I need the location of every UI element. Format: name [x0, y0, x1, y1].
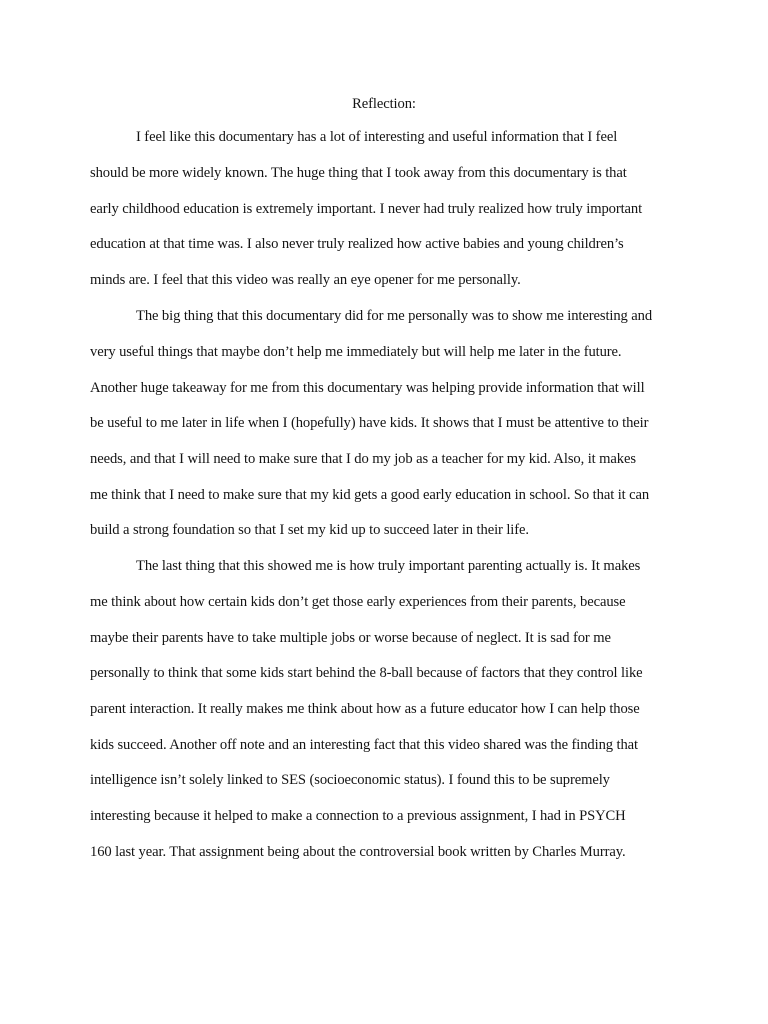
paragraph-1-line-3: early childhood education is extremely important. I never had truly realized how truly important	[90, 201, 643, 217]
document-title: Reflection:	[352, 96, 416, 112]
paragraph-2-line-5: needs, and that I will need to make sure that I do my job as a teacher for my kid. Also, it makes	[90, 451, 636, 467]
paragraph-3-line-6: kids succeed. Another off note and an interesting fact that this video shared was the finding that	[90, 737, 638, 753]
paragraph-3-line-4: personally to think that some kids start behind the 8-ball because of factors that they control like	[90, 665, 643, 681]
paragraph-3-line-5: parent interaction. It really makes me think about how as a future educator how I can help those	[90, 701, 640, 717]
paragraph-1-line-4: education at that time was. I also never truly realized how active babies and young children’s	[90, 236, 624, 252]
paragraph-1-line-5: minds are. I feel that this video was really an eye opener for me personally.	[90, 272, 521, 288]
paragraph-2-line-1: The big thing that this documentary did for me personally was to show me interesting and	[136, 308, 653, 324]
paragraph-3-line-9: 160 last year. That assignment being about the controversial book written by Charles Murray.	[90, 844, 626, 860]
paragraph-1-line-2: should be more widely known. The huge thing that I took away from this documentary is that	[90, 165, 627, 181]
paragraph-2-line-3: Another huge takeaway for me from this documentary was helping provide information that will	[90, 380, 645, 396]
paragraph-2-line-4: be useful to me later in life when I (hopefully) have kids. It shows that I must be attentive to their	[90, 415, 649, 431]
paragraph-3-line-1: The last thing that this showed me is how truly important parenting actually is. It makes	[136, 558, 641, 574]
paragraph-3-line-8: interesting because it helped to make a connection to a previous assignment, I had in PSYCH	[90, 808, 626, 824]
paragraph-3-line-3: maybe their parents have to take multiple jobs or worse because of neglect. It is sad for me	[90, 630, 611, 646]
paragraph-1-line-1: I feel like this documentary has a lot of interesting and useful information that I feel	[136, 129, 618, 145]
paragraph-3-line-2: me think about how certain kids don’t get those early experiences from their parents, because	[90, 594, 626, 610]
paragraph-3-line-7: intelligence isn’t solely linked to SES (socioeconomic status). I found this to be supremely	[90, 772, 610, 788]
paragraph-2-line-6: me think that I need to make sure that my kid gets a good early education in school. So that it can	[90, 487, 650, 503]
paragraph-2-line-2: very useful things that maybe don’t help me immediately but will help me later in the future.	[90, 344, 622, 360]
paragraph-2-line-7: build a strong foundation so that I set my kid up to succeed later in their life.	[90, 522, 529, 538]
